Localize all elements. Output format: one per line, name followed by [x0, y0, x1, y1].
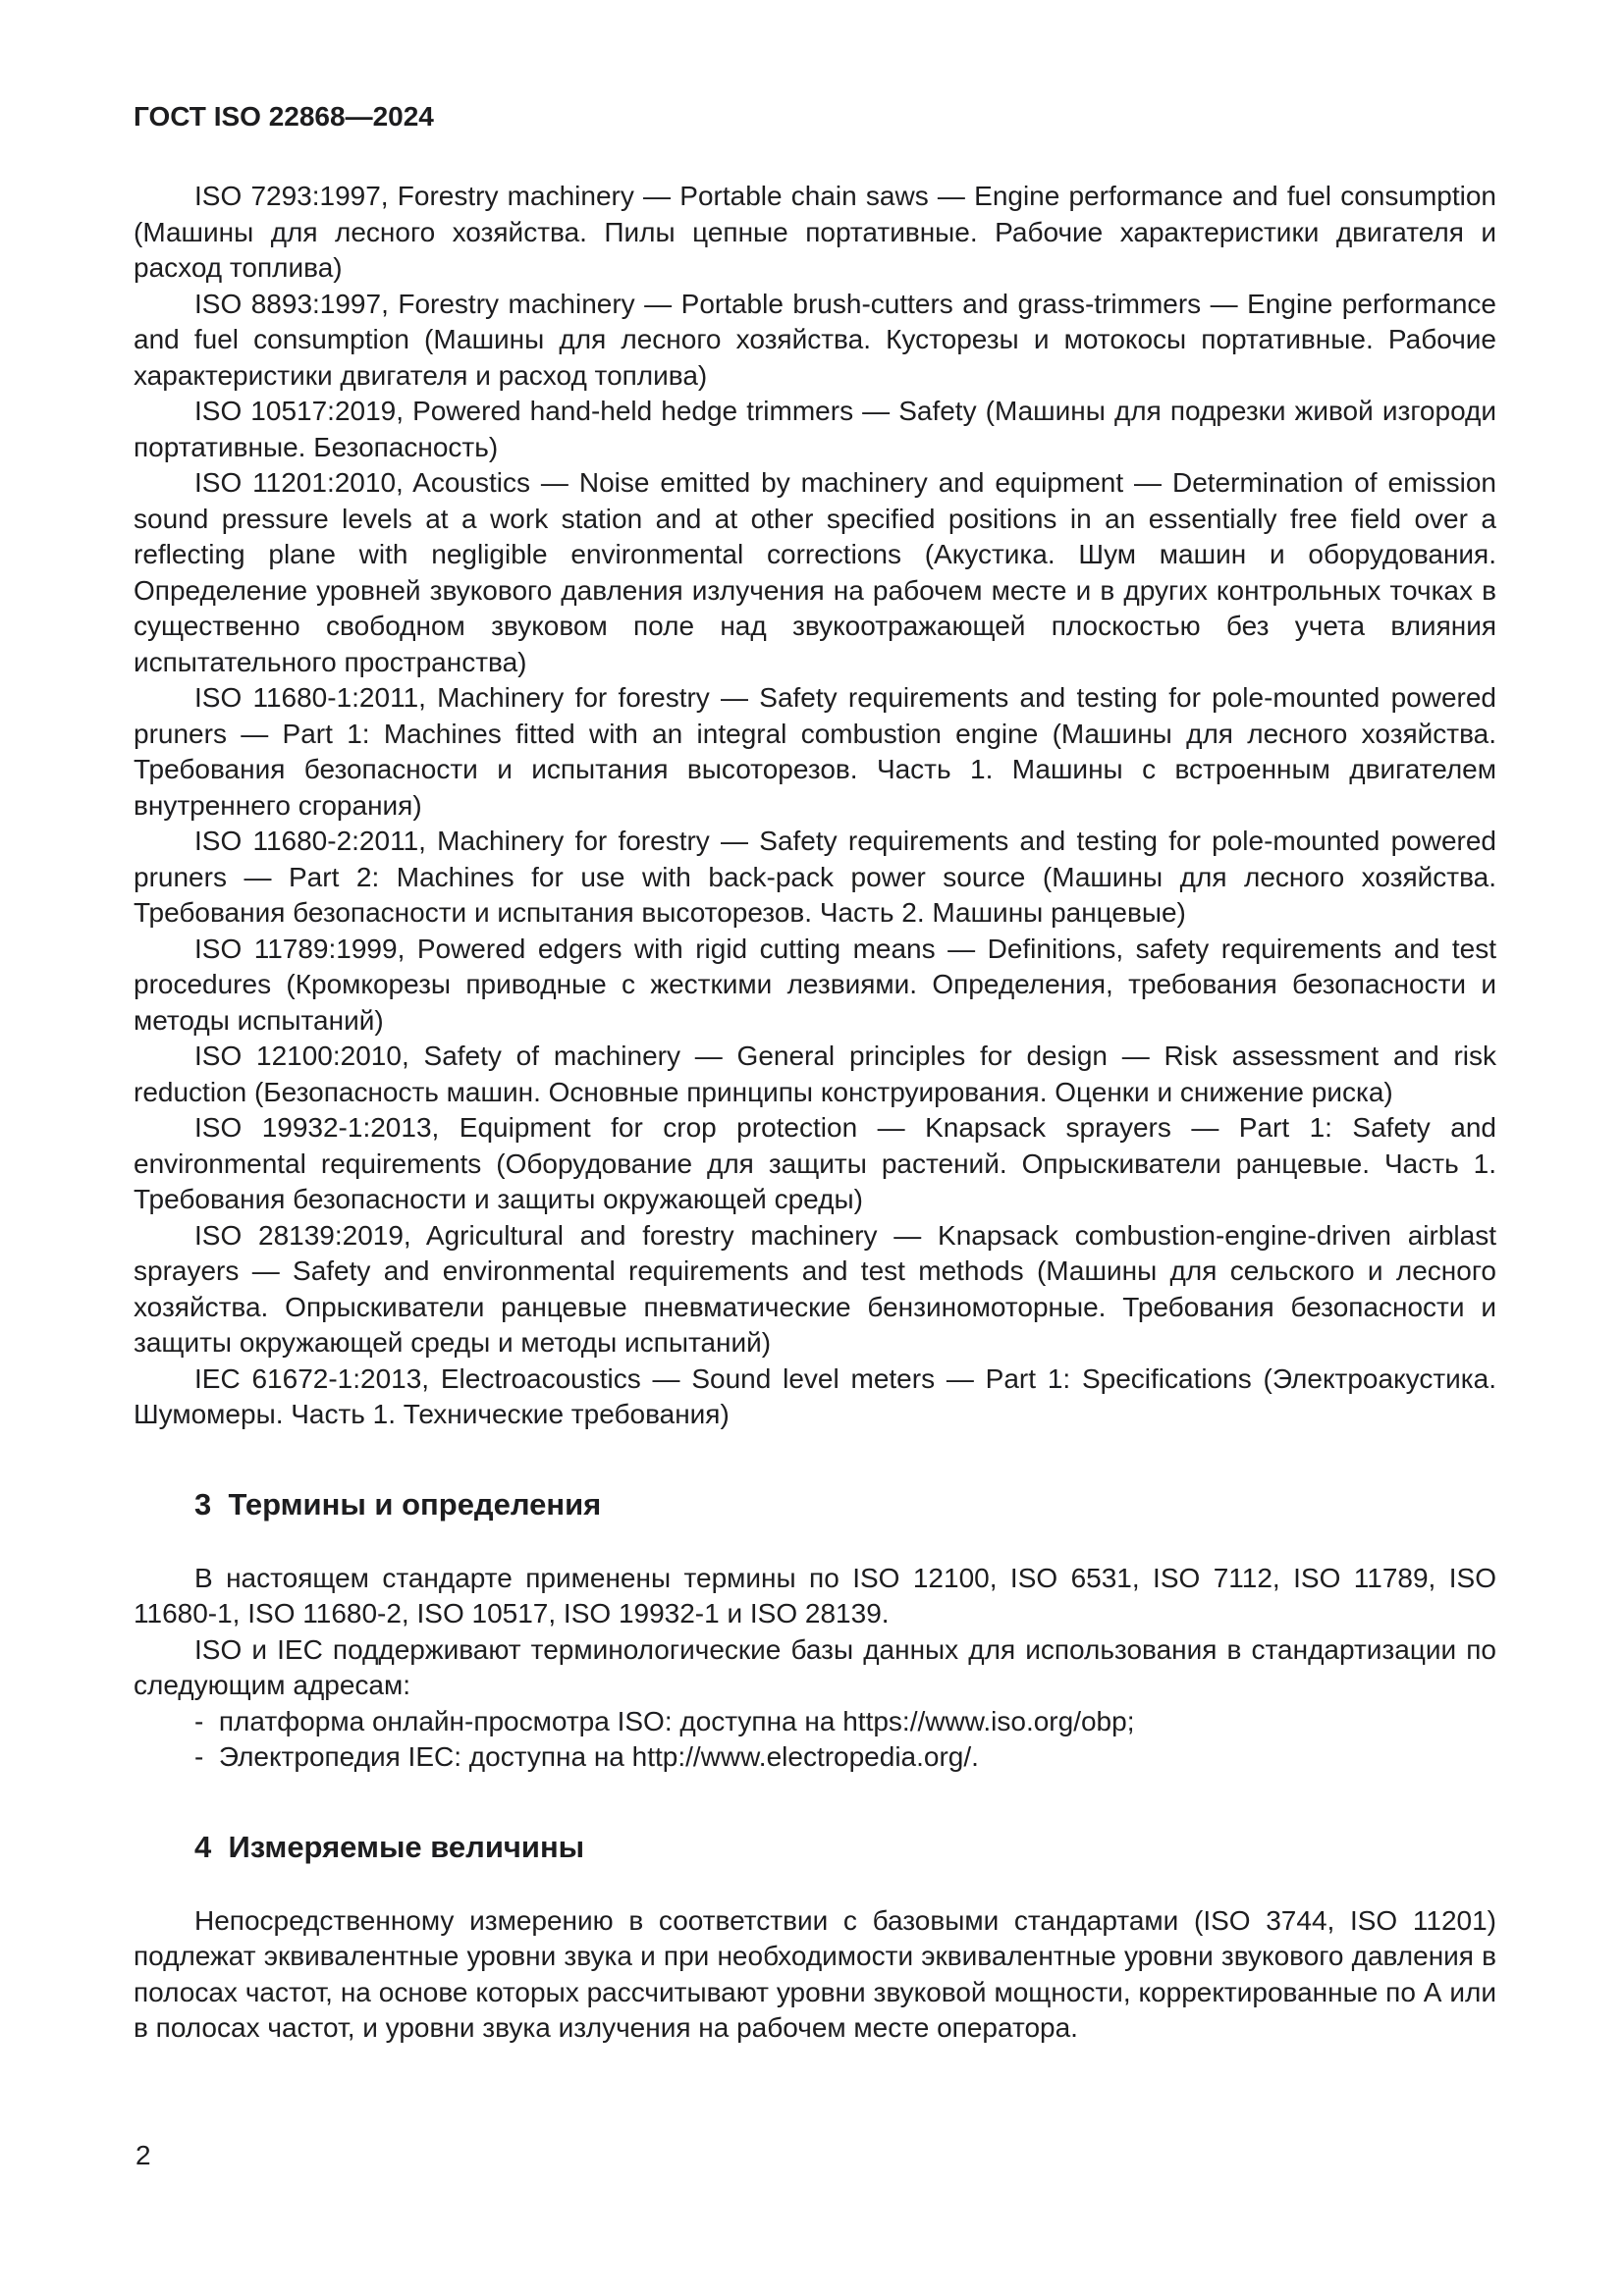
- reference-iec-61672-1: IEC 61672-1:2013, Electroacoustics — Sound level meters — Part 1: Specifications (Электроакустика. Шумомеры. Часть 1. Технические требования): [134, 1362, 1496, 1429]
- page-number: 2: [135, 2140, 151, 2170]
- section-3-list-item-electropedia: - Электропедия IEC: доступна на http://www.electropedia.org/.: [194, 1741, 979, 1772]
- reference-iso-7293: ISO 7293:1997, Forestry machinery — Portable chain saws — Engine performance and fuel consumption (Машины для лесного хозяйства. Пилы цепные портативные. Рабочие характеристики двигателя и расход топлива): [134, 181, 1496, 283]
- reference-iso-10517: ISO 10517:2019, Powered hand-held hedge trimmers — Safety (Машины для подрезки живой изгороди портативные. Безопасность): [134, 396, 1496, 462]
- reference-iso-11789: ISO 11789:1999, Powered edgers with rigid cutting means — Definitions, safety requirements and test procedures (Кромкорезы приводные с жесткими лезвиями. Определения, требования безопасности и методы испытаний): [134, 933, 1496, 1036]
- section-4-paragraph: Непосредственному измерению в соответствии с базовыми стандартами (ISO 3744, ISO 11201) подлежат эквивалентные уровни звука и при необходимости эквивалентные уровни звукового давления в полосах частот, на основе которых рассчитывают уровни звуковой мощности, корректированные по А или в полосах частот, и уровни звука излучения на рабочем месте оператора.: [134, 1904, 1496, 2043]
- section-3-heading: 3 Термины и определения: [194, 1486, 602, 1522]
- reference-iso-12100: ISO 12100:2010, Safety of machinery — General principles for design — Risk assessment and risk reduction (Безопасность машин. Основные принципы конструирования. Оценки и снижение риска): [134, 1041, 1496, 1107]
- document-code-header: ГОСТ ISO 22868—2024: [134, 101, 434, 132]
- section-3-list-item-iso-obp: - платформа онлайн-просмотра ISO: доступна на https://www.iso.org/obp;: [194, 1705, 1135, 1736]
- reference-iso-28139: ISO 28139:2019, Agricultural and forestry machinery — Knapsack combustion-engine-driven airblast sprayers — Safety and environmental requirements and test methods (Машины для сельского и лесного хозяйства. Опрыскиватели ранцевые пневматические бензиномоторные. Требования безопасности и защиты окружающей среды и методы испытаний): [134, 1219, 1496, 1358]
- section-4-heading: 4 Измеряемые величины: [194, 1829, 585, 1864]
- reference-iso-19932-1: ISO 19932-1:2013, Equipment for crop protection — Knapsack sprayers — Part 1: Safety and environmental requirements (Оборудование для защиты растений. Опрыскиватели ранцевые. Часть 1. Требования безопасности и защиты окружающей среды): [134, 1112, 1496, 1214]
- normative-references-block: [134, 179, 1496, 1433]
- reference-iso-11201: ISO 11201:2010, Acoustics — Noise emitted by machinery and equipment — Determination of emission sound pressure levels at a work station and at other specified positions in an essentially free field over a reflecting plane with negligible environmental corrections (Акустика. Шум машин и оборудования. Определение уровней звукового давления излучения на рабочем месте и в других контрольных точках в существенно свободном звуковом поле над звукоотражающей плоскостью без учета влияния испытательного пространства): [134, 467, 1496, 677]
- reference-iso-11680-1: ISO 11680-1:2011, Machinery for forestry — Safety requirements and testing for pole-mounted powered pruners — Part 1: Machines fitted with an integral combustion engine (Машины для лесного хозяйства. Требования безопасности и испытания высоторезов. Часть 1. Машины с встроенным двигателем внутреннего сгорания): [134, 682, 1496, 821]
- section-3-paragraph: В настоящем стандарте применены термины по ISO 12100, ISO 6531, ISO 7112, ISO 11789, ISO 11680-1, ISO 11680-2, ISO 10517, ISO 19932-1 и ISO 28139.: [134, 1562, 1496, 1629]
- section-3-paragraph: ISO и IEC поддерживают терминологические базы данных для использования в стандартизации по следующим адресам:: [134, 1633, 1496, 1700]
- section-3-body: [134, 1561, 1496, 1776]
- section-4-body: [134, 1903, 1496, 2047]
- reference-iso-11680-2: ISO 11680-2:2011, Machinery for forestry — Safety requirements and testing for pole-mounted powered pruners — Part 2: Machines for use with back-pack power source (Машины для лесного хозяйства. Требования безопасности и испытания высоторезов. Часть 2. Машины ранцевые): [134, 826, 1496, 928]
- reference-iso-8893: ISO 8893:1997, Forestry machinery — Portable brush-cutters and grass-trimmers — Engine performance and fuel consumption (Машины для лесного хозяйства. Кусторезы и мотокосы портативные. Рабочие характеристики двигателя и расход топлива): [134, 288, 1496, 391]
